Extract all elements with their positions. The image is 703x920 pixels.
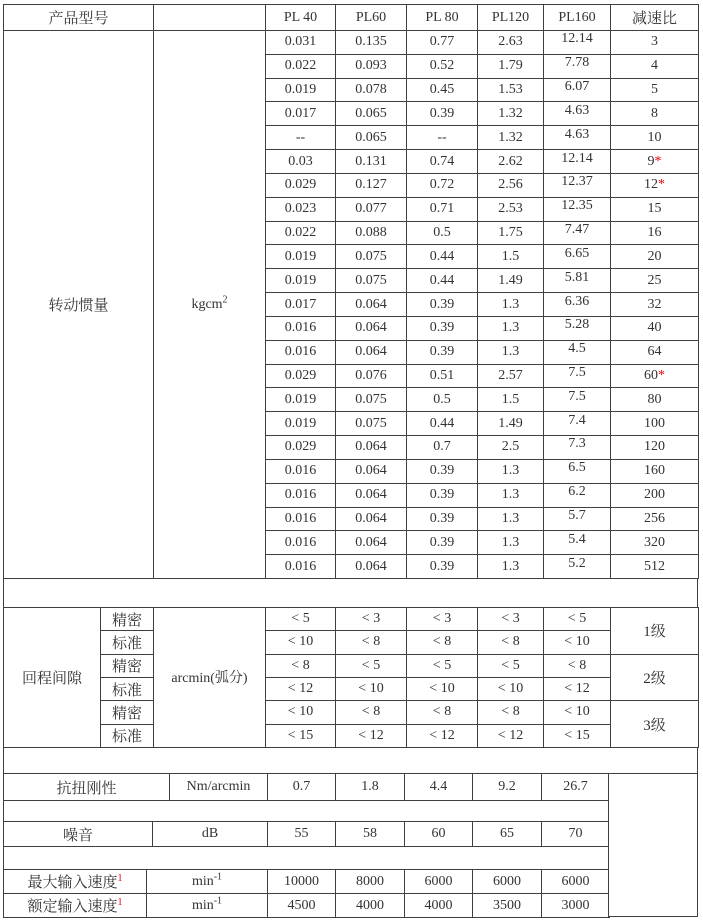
backlash-row	[4, 701, 699, 724]
backlash-row	[4, 724, 699, 747]
inertia-value-cell: 0.088	[336, 221, 407, 245]
rated-input-speed-row	[4, 894, 610, 918]
ratio-cell: 80	[611, 388, 699, 412]
noise-value-cell: 60	[405, 822, 473, 847]
backlash-type-cell: 标准	[101, 631, 154, 654]
backlash-value-cell: < 5	[478, 654, 544, 677]
backlash-type-cell: 标准	[101, 724, 154, 747]
inertia-value-cell: 0.065	[336, 126, 407, 150]
inertia-value-cell: 0.075	[336, 245, 407, 269]
inertia-value-cell: 6.5	[544, 459, 611, 483]
spec-header-row	[4, 5, 699, 31]
inertia-value-cell: 0.017	[266, 293, 336, 317]
backlash-value-cell: < 3	[336, 608, 407, 631]
inertia-value-cell: 0.017	[266, 102, 336, 126]
inertia-value-cell: 0.064	[336, 531, 407, 555]
header-col-pl60: PL60	[336, 5, 407, 31]
rigidity-label-cell: 抗扭刚性	[4, 774, 170, 801]
inertia-value-cell: 1.3	[478, 531, 544, 555]
inertia-value-cell: 0.7	[407, 436, 478, 460]
max-speed-value-cell: 10000	[268, 870, 336, 894]
inertia-value-cell: 0.51	[407, 364, 478, 388]
backlash-value-cell: < 8	[407, 701, 478, 724]
inertia-value-cell: 7.47	[544, 221, 611, 245]
header-col-ratio: 减速比	[611, 5, 699, 31]
noise-value-cell: 65	[473, 822, 542, 847]
inertia-value-cell: 1.5	[478, 388, 544, 412]
inertia-value-cell: 12.14	[544, 150, 611, 174]
inertia-value-cell: 5.7	[544, 507, 611, 531]
header-col-pl80: PL 80	[407, 5, 478, 31]
inertia-value-cell: 0.5	[407, 221, 478, 245]
inertia-value-cell: 0.064	[336, 483, 407, 507]
inertia-value-cell: 0.064	[336, 340, 407, 364]
inertia-value-cell: 0.019	[266, 412, 336, 436]
inertia-value-cell: 0.39	[407, 316, 478, 340]
inertia-value-cell: 0.093	[336, 54, 407, 78]
inertia-value-cell: 0.135	[336, 31, 407, 55]
ratio-cell: 8	[611, 102, 699, 126]
rated-speed-label-cell: 额定输入速度$^1$	[4, 894, 147, 918]
backlash-value-cell: < 10	[478, 677, 544, 700]
ratio-cell: 512	[611, 555, 699, 579]
rigidity-row	[4, 774, 610, 801]
rated-speed-value-cell: 4000	[336, 894, 405, 918]
inertia-value-cell: 0.019	[266, 269, 336, 293]
inertia-value-cell: 0.019	[266, 388, 336, 412]
rated-speed-value-cell: 3500	[473, 894, 542, 918]
backlash-row	[4, 608, 699, 631]
inertia-value-cell: 0.075	[336, 388, 407, 412]
ratio-cell: 4	[611, 54, 699, 78]
inertia-value-cell: 0.71	[407, 197, 478, 221]
inertia-value-cell: 1.32	[478, 102, 544, 126]
backlash-value-cell: < 3	[407, 608, 478, 631]
inertia-value-cell: 0.029	[266, 173, 336, 197]
inertia-value-cell: 1.3	[478, 340, 544, 364]
inertia-value-cell: 0.44	[407, 412, 478, 436]
inertia-value-cell: 0.016	[266, 459, 336, 483]
rated-speed-unit-cell: $\min^{-1}$	[147, 894, 268, 918]
backlash-value-cell: < 5	[544, 608, 611, 631]
inertia-value-cell: 2.5	[478, 436, 544, 460]
inertia-spec-table	[3, 4, 699, 579]
ratio-cell: 60*	[611, 364, 699, 388]
backlash-grade-cell: 3级	[611, 701, 699, 748]
header-col-pl40: PL 40	[266, 5, 336, 31]
ratio-cell: 15	[611, 197, 699, 221]
inertia-value-cell: 5.4	[544, 531, 611, 555]
ratio-cell: 3	[611, 31, 699, 55]
ratio-cell: 5	[611, 78, 699, 102]
max-speed-value-cell: 6000	[542, 870, 610, 894]
ratio-cell: 100	[611, 412, 699, 436]
inertia-value-cell: 7.3	[544, 436, 611, 460]
rigidity-value-cell: 26.7	[542, 774, 610, 801]
backlash-grade-cell: 1级	[611, 608, 699, 655]
backlash-value-cell: < 10	[266, 631, 336, 654]
backlash-value-cell: < 5	[407, 654, 478, 677]
ratio-cell: 64	[611, 340, 699, 364]
inertia-value-cell: 0.064	[336, 436, 407, 460]
noise-table	[3, 821, 610, 847]
backlash-value-cell: < 12	[478, 724, 544, 747]
rigidity-value-cell: 0.7	[268, 774, 336, 801]
noise-value-cell: 55	[268, 822, 336, 847]
inertia-value-cell: 1.79	[478, 54, 544, 78]
inertia-value-cell: 0.45	[407, 78, 478, 102]
header-col-pl160: PL160	[544, 5, 611, 31]
inertia-value-cell: 1.3	[478, 483, 544, 507]
max-speed-value-cell: 6000	[473, 870, 542, 894]
inertia-value-cell: 0.016	[266, 531, 336, 555]
inertia-value-cell: 0.39	[407, 293, 478, 317]
backlash-value-cell: < 8	[266, 654, 336, 677]
backlash-type-cell: 精密	[101, 608, 154, 631]
max-speed-value-cell: 8000	[336, 870, 405, 894]
frame-left-segment-3	[3, 799, 4, 821]
inertia-value-cell: 0.44	[407, 245, 478, 269]
max-speed-value-cell: 6000	[405, 870, 473, 894]
inertia-value-cell: 2.57	[478, 364, 544, 388]
backlash-table	[3, 607, 699, 748]
inertia-value-cell: 2.62	[478, 150, 544, 174]
backlash-row	[4, 631, 699, 654]
inertia-value-cell: 7.5	[544, 364, 611, 388]
ratio-cell: 9*	[611, 150, 699, 174]
backlash-row	[4, 677, 699, 700]
inertia-value-cell: 1.75	[478, 221, 544, 245]
ratio-cell: 20	[611, 245, 699, 269]
rigidity-table	[3, 773, 610, 801]
inertia-value-cell: 0.075	[336, 269, 407, 293]
backlash-label-cell: 回程间隙	[4, 608, 101, 748]
inertia-value-cell: 0.39	[407, 555, 478, 579]
inertia-value-cell: 4.5	[544, 340, 611, 364]
inertia-value-cell: 0.016	[266, 316, 336, 340]
max-input-speed-row	[4, 870, 610, 894]
ratio-cell: 16	[611, 221, 699, 245]
inertia-row	[4, 31, 699, 55]
noise-value-cell: 70	[542, 822, 610, 847]
backlash-value-cell: < 15	[266, 724, 336, 747]
backlash-value-cell: < 8	[544, 654, 611, 677]
inertia-value-cell: 7.5	[544, 388, 611, 412]
ratio-cell: 32	[611, 293, 699, 317]
backlash-value-cell: < 8	[478, 701, 544, 724]
backlash-value-cell: < 10	[544, 701, 611, 724]
inertia-value-cell: 2.53	[478, 197, 544, 221]
inertia-value-cell: 0.076	[336, 364, 407, 388]
backlash-value-cell: < 10	[266, 701, 336, 724]
inertia-value-cell: 12.14	[544, 31, 611, 55]
backlash-grade-cell: 2级	[611, 654, 699, 701]
ratio-cell: 256	[611, 507, 699, 531]
inertia-value-cell: 0.065	[336, 102, 407, 126]
inertia-value-cell: 12.37	[544, 173, 611, 197]
inertia-value-cell: 4.63	[544, 102, 611, 126]
backlash-value-cell: < 10	[407, 677, 478, 700]
inertia-label-cell: 转动惯量	[4, 31, 154, 579]
inertia-value-cell: 5.28	[544, 316, 611, 340]
inertia-value-cell: 0.52	[407, 54, 478, 78]
inertia-tbody	[4, 5, 699, 579]
inertia-value-cell: 0.39	[407, 483, 478, 507]
inertia-value-cell: 1.49	[478, 269, 544, 293]
noise-value-cell: 58	[336, 822, 405, 847]
backlash-tbody	[4, 608, 699, 748]
backlash-value-cell: < 5	[336, 654, 407, 677]
inertia-value-cell: 0.127	[336, 173, 407, 197]
backlash-row	[4, 654, 699, 677]
ratio-cell: 200	[611, 483, 699, 507]
inertia-value-cell: 2.56	[478, 173, 544, 197]
inertia-value-cell: 0.022	[266, 221, 336, 245]
inertia-value-cell: 0.77	[407, 31, 478, 55]
input-speed-table	[3, 869, 610, 918]
backlash-unit-cell: arcmin(弧分)	[154, 608, 266, 748]
inertia-value-cell: 0.064	[336, 555, 407, 579]
inertia-value-cell: 6.36	[544, 293, 611, 317]
backlash-value-cell: < 8	[478, 631, 544, 654]
inertia-value-cell: 7.4	[544, 412, 611, 436]
ratio-star-mark: *	[658, 177, 665, 193]
backlash-type-cell: 标准	[101, 677, 154, 700]
inertia-value-cell: 0.022	[266, 54, 336, 78]
inertia-value-cell: 0.016	[266, 555, 336, 579]
inertia-value-cell: --	[407, 126, 478, 150]
backlash-value-cell: < 10	[544, 631, 611, 654]
inertia-value-cell: 1.53	[478, 78, 544, 102]
inertia-value-cell: 0.029	[266, 436, 336, 460]
ratio-cell: 320	[611, 531, 699, 555]
backlash-value-cell: < 12	[266, 677, 336, 700]
inertia-value-cell: 6.07	[544, 78, 611, 102]
inertia-value-cell: 1.32	[478, 126, 544, 150]
noise-row	[4, 822, 610, 847]
inertia-value-cell: 1.3	[478, 316, 544, 340]
inertia-value-cell: 5.81	[544, 269, 611, 293]
inertia-value-cell: 0.029	[266, 364, 336, 388]
inertia-value-cell: 4.63	[544, 126, 611, 150]
rated-speed-footnote-mark: 1	[117, 897, 123, 908]
inertia-value-cell: 1.3	[478, 293, 544, 317]
inertia-value-cell: 0.72	[407, 173, 478, 197]
noise-label-cell: 噪音	[4, 822, 153, 847]
inertia-value-cell: 0.016	[266, 507, 336, 531]
inertia-value-cell: 0.077	[336, 197, 407, 221]
ratio-cell: 120	[611, 436, 699, 460]
inertia-value-cell: 0.131	[336, 150, 407, 174]
inertia-value-cell: 2.63	[478, 31, 544, 55]
header-col-pl120: PL120	[478, 5, 544, 31]
backlash-value-cell: < 12	[407, 724, 478, 747]
rigidity-unit-cell: Nm/arcmin	[170, 774, 268, 801]
inertia-value-cell: 0.023	[266, 197, 336, 221]
inertia-value-cell: 7.78	[544, 54, 611, 78]
bottom-right-empty-cell	[608, 773, 698, 917]
backlash-type-cell: 精密	[101, 701, 154, 724]
backlash-value-cell: < 8	[336, 701, 407, 724]
backlash-value-cell: < 3	[478, 608, 544, 631]
ratio-cell: 40	[611, 316, 699, 340]
ratio-star-mark: *	[658, 368, 665, 383]
inertia-unit-cell: kgcm$^2$	[154, 31, 266, 579]
inertia-value-cell: 0.39	[407, 459, 478, 483]
backlash-value-cell: < 12	[336, 724, 407, 747]
inertia-value-cell: 0.5	[407, 388, 478, 412]
noise-unit-cell: dB	[153, 822, 268, 847]
ratio-cell: 25	[611, 269, 699, 293]
inertia-value-cell: 6.2	[544, 483, 611, 507]
inertia-value-cell: 1.49	[478, 412, 544, 436]
ratio-cell: 10	[611, 126, 699, 150]
inertia-value-cell: 0.064	[336, 459, 407, 483]
frame-left-segment-2	[3, 747, 4, 773]
ratio-star-mark: *	[654, 153, 662, 169]
rated-speed-value-cell: 4500	[268, 894, 336, 918]
frame-right-segment-1	[697, 578, 698, 607]
frame-right-segment-2	[697, 747, 698, 773]
inertia-value-cell: 12.35	[544, 197, 611, 221]
rated-speed-value-cell: 3000	[542, 894, 610, 918]
backlash-type-cell: 精密	[101, 654, 154, 677]
inertia-value-cell: 0.03	[266, 150, 336, 174]
max-speed-label-cell: 最大输入速度$^1$	[4, 870, 147, 894]
inertia-value-cell: 0.39	[407, 531, 478, 555]
rigidity-value-cell: 9.2	[473, 774, 542, 801]
inertia-value-cell: 0.019	[266, 245, 336, 269]
frame-left-segment-1	[3, 578, 4, 607]
inertia-value-cell: 0.016	[266, 483, 336, 507]
max-speed-unit-cell: $\min^{-1}$	[147, 870, 268, 894]
backlash-value-cell: < 5	[266, 608, 336, 631]
backlash-value-cell: < 8	[336, 631, 407, 654]
inertia-value-cell: 0.39	[407, 102, 478, 126]
inertia-value-cell: 0.064	[336, 293, 407, 317]
header-unit-placeholder-cell	[154, 5, 266, 31]
inertia-value-cell: 0.031	[266, 31, 336, 55]
ratio-cell: 160	[611, 459, 699, 483]
inertia-value-cell: 0.075	[336, 412, 407, 436]
rated-speed-value-cell: 4000	[405, 894, 473, 918]
inertia-value-cell: 6.65	[544, 245, 611, 269]
rigidity-value-cell: 4.4	[405, 774, 473, 801]
inertia-value-cell: 1.3	[478, 459, 544, 483]
inertia-value-cell: 1.3	[478, 555, 544, 579]
backlash-value-cell: < 12	[544, 677, 611, 700]
backlash-value-cell: < 8	[407, 631, 478, 654]
inertia-value-cell: 5.2	[544, 555, 611, 579]
rigidity-value-cell: 1.8	[336, 774, 405, 801]
inertia-value-cell: 1.3	[478, 507, 544, 531]
inertia-value-cell: 0.44	[407, 269, 478, 293]
inertia-value-cell: --	[266, 126, 336, 150]
backlash-value-cell: < 15	[544, 724, 611, 747]
frame-left-segment-4	[3, 846, 4, 869]
ratio-cell: 12*	[611, 173, 699, 197]
header-product-model-cell: 产品型号	[4, 5, 154, 31]
inertia-value-cell: 0.39	[407, 507, 478, 531]
inertia-value-cell: 0.39	[407, 340, 478, 364]
inertia-value-cell: 0.064	[336, 316, 407, 340]
inertia-value-cell: 0.019	[266, 78, 336, 102]
backlash-value-cell: < 10	[336, 677, 407, 700]
max-speed-footnote-mark: 1	[117, 873, 123, 884]
inertia-value-cell: 1.5	[478, 245, 544, 269]
inertia-value-cell: 0.064	[336, 507, 407, 531]
inertia-value-cell: 0.74	[407, 150, 478, 174]
inertia-value-cell: 0.078	[336, 78, 407, 102]
inertia-value-cell: 0.016	[266, 340, 336, 364]
